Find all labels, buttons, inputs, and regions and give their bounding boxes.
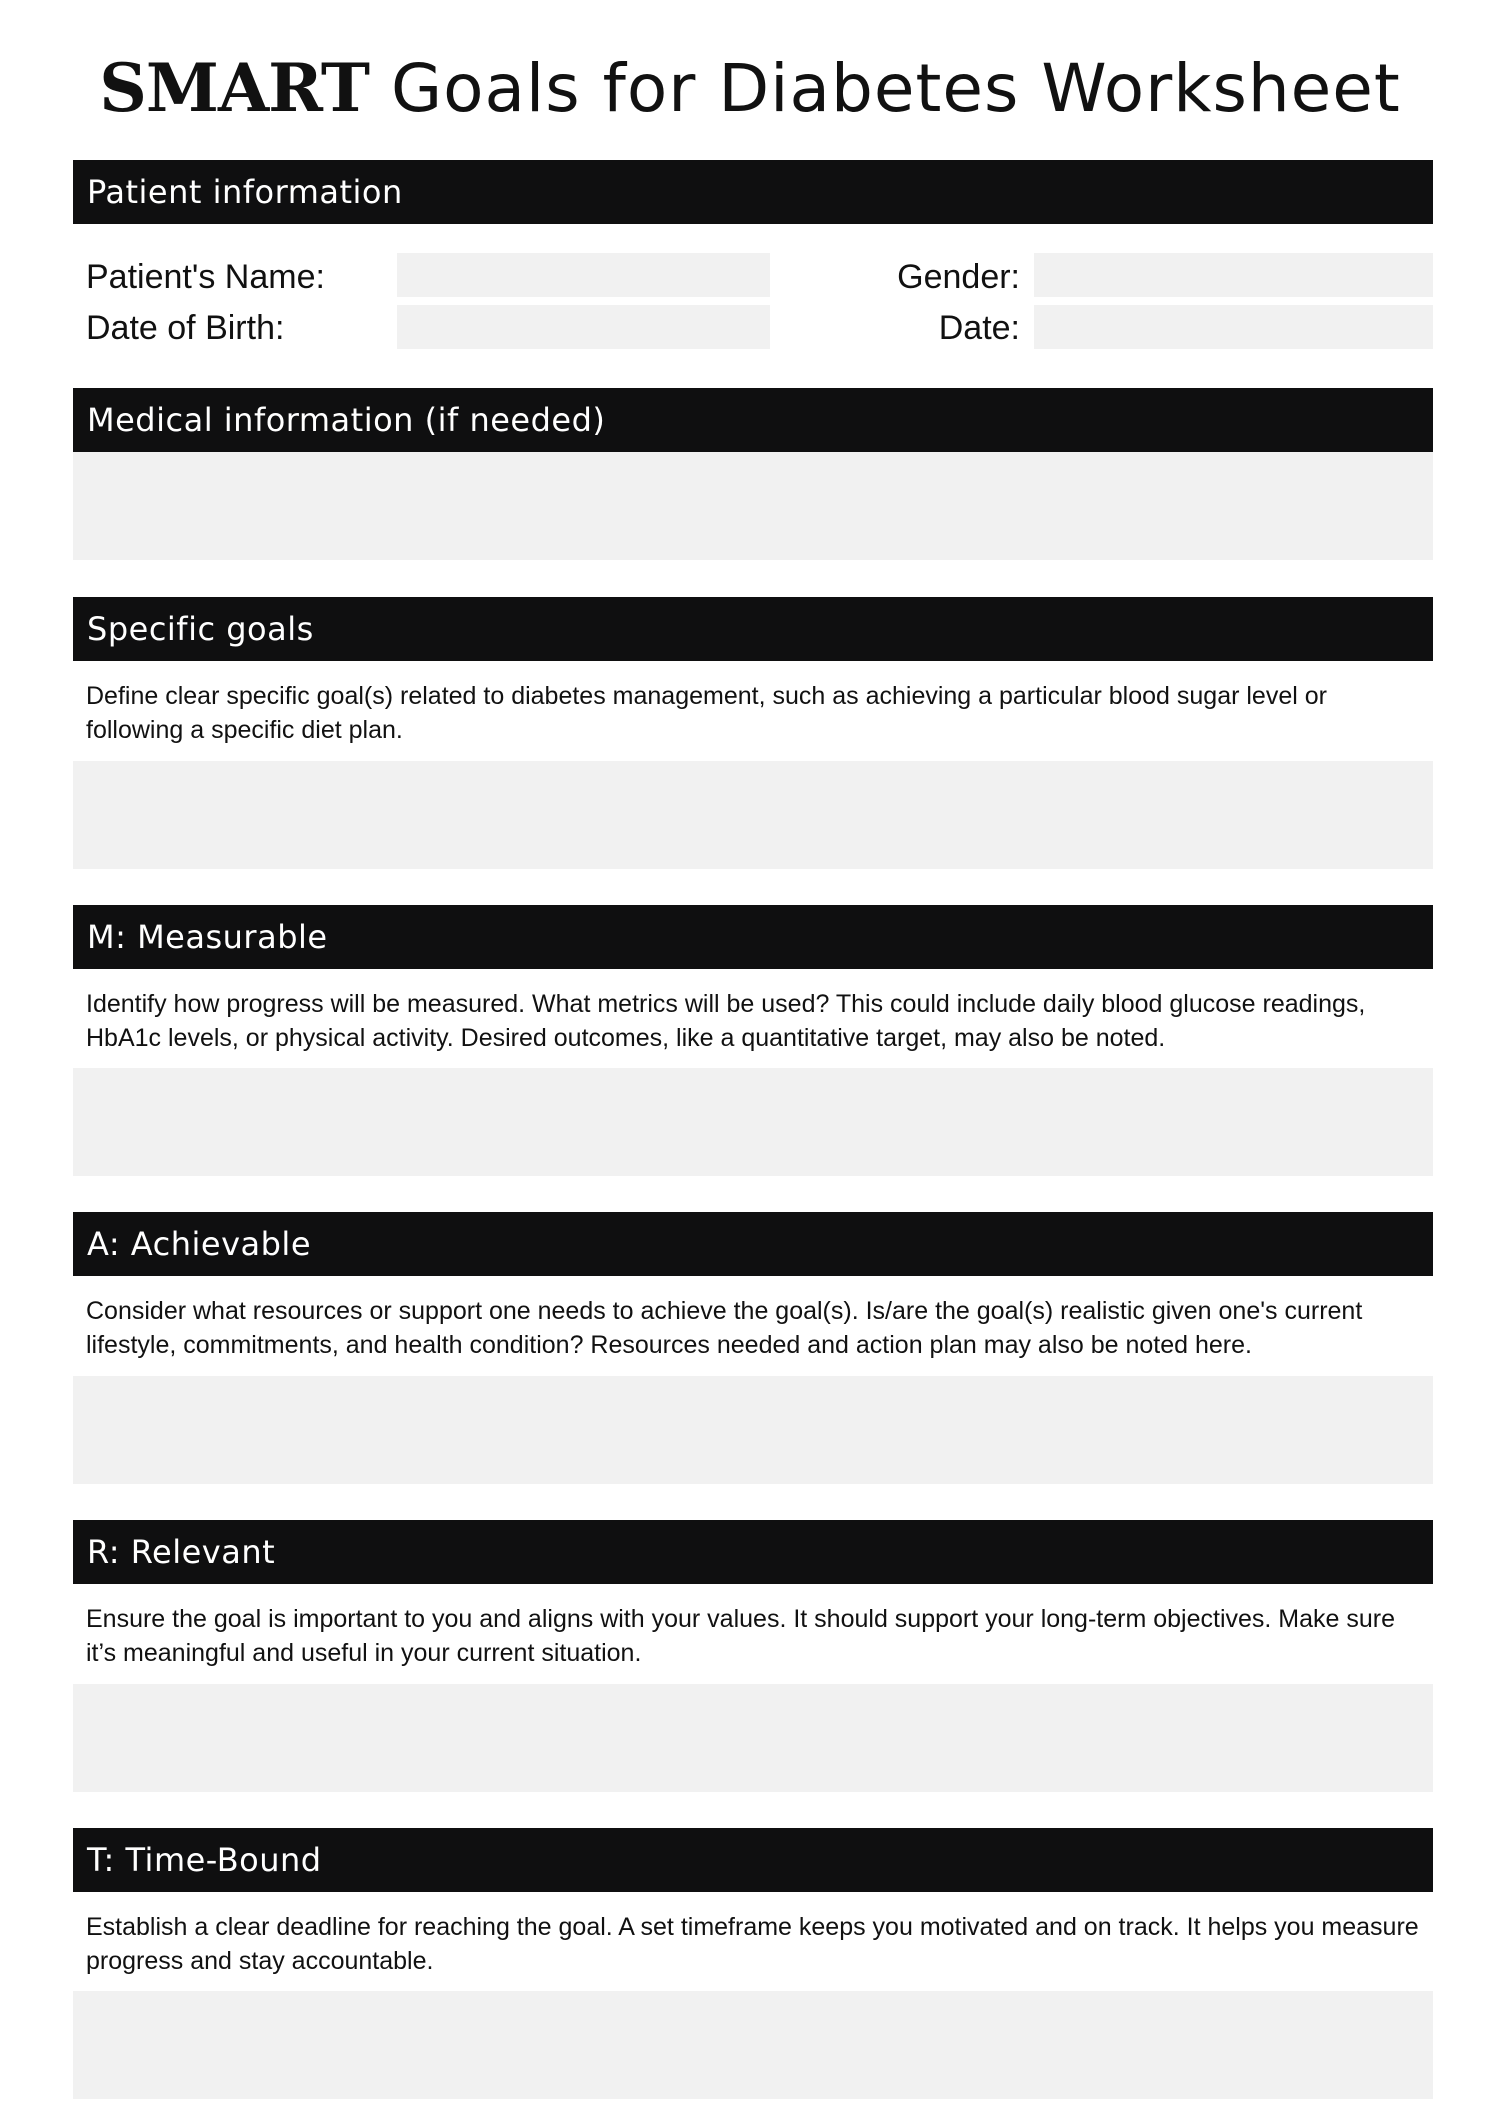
medical-info-field[interactable]	[73, 452, 1433, 560]
section-header-achievable: A: Achievable	[73, 1212, 1433, 1276]
measurable-description: Identify how progress will be measured. What metrics will be used? This could include daily blood glucose readings, HbA1c levels, or physical activity. Desired outcomes, like a quantitative target, may also be noted.	[86, 990, 1366, 1052]
page-title	[0, 40, 1500, 137]
achievable-field[interactable]	[73, 1376, 1433, 1484]
relevant-field[interactable]	[73, 1684, 1433, 1792]
gender-label: Gender:	[897, 258, 1020, 296]
section-header-time-bound: T: Time-Bound	[73, 1828, 1433, 1892]
time-bound-field[interactable]	[73, 1991, 1433, 2099]
page-title-bold: SMART	[99, 49, 369, 127]
specific-goals-field[interactable]	[73, 761, 1433, 869]
section-header-patient-info: Patient information	[73, 160, 1433, 224]
date-field[interactable]	[1034, 305, 1433, 349]
patient-name-label: Patient's Name:	[86, 258, 325, 296]
gender-field[interactable]	[1034, 253, 1433, 297]
section-header-medical: Medical information (if needed)	[73, 388, 1433, 452]
section-header-measurable: M: Measurable	[73, 905, 1433, 969]
section-header-relevant: R: Relevant	[73, 1520, 1433, 1584]
section-header-specific: Specific goals	[73, 597, 1433, 661]
date-of-birth-label: Date of Birth:	[86, 309, 285, 347]
page-title-rest: Goals for Diabetes Worksheet	[368, 50, 1401, 127]
patient-name-field[interactable]	[397, 253, 770, 297]
specific-description: Define clear specific goal(s) related to diabetes management, such as achieving a particular blood sugar level or following a specific diet plan.	[86, 682, 1327, 744]
relevant-description: Ensure the goal is important to you and aligns with your values. It should support your long-term objectives. Make sure it’s meaningful and useful in your current situation.	[86, 1605, 1396, 1667]
date-of-birth-field[interactable]	[397, 305, 770, 349]
date-label: Date:	[938, 309, 1020, 347]
measurable-field[interactable]	[73, 1068, 1433, 1176]
achievable-description: Consider what resources or support one needs to achieve the goal(s). Is/are the goal(s) realistic given one's current lifestyle, commitments, and health condition? Resources needed and action plan may also be noted here.	[86, 1297, 1363, 1359]
time-bound-description: Establish a clear deadline for reaching the goal. A set timeframe keeps you motivated and on track. It helps you measure progress and stay accountable.	[86, 1913, 1419, 1975]
